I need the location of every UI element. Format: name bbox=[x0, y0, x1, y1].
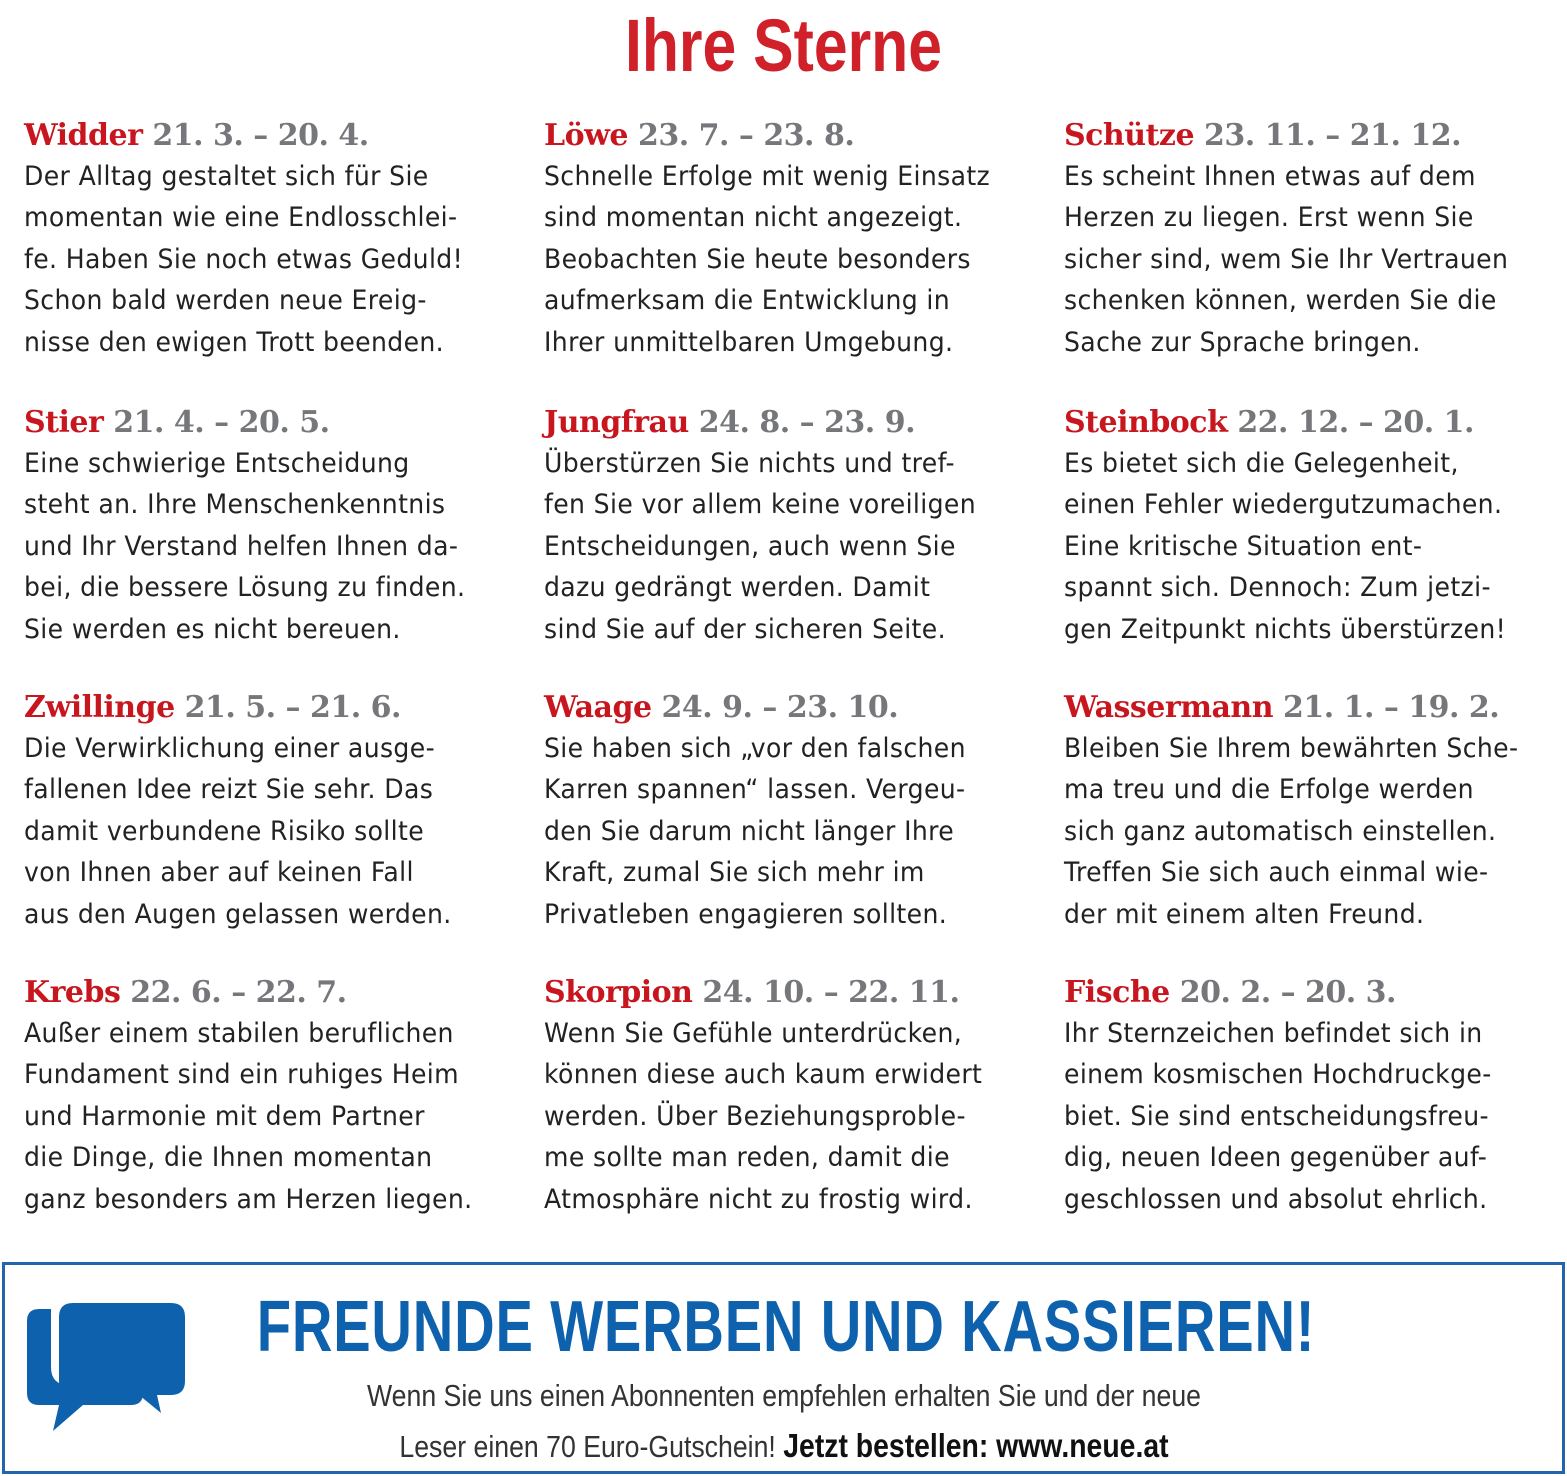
horoscope-text-line: Privatleben engagieren sollten. bbox=[544, 898, 948, 930]
horoscope-text-line: ma treu und die Erfolge werden bbox=[1064, 774, 1474, 806]
promo-cta[interactable]: Jetzt bestellen: www.neue.at bbox=[783, 1427, 1169, 1464]
horoscope-text-line: Kraft, zumal Sie sich mehr im bbox=[544, 857, 925, 889]
horoscope-text-line: Außer einem stabilen beruflichen bbox=[24, 1018, 454, 1049]
sign-name: Skorpion bbox=[544, 975, 693, 1010]
sign-dates: 24. 8. – 23. 9. bbox=[698, 405, 916, 440]
horoscope-text-line: und Harmonie mit dem Partner bbox=[24, 1100, 425, 1132]
promo-text-line-2 bbox=[114, 1421, 1453, 1472]
horoscope-text-line: Sie werden es nicht bereuen. bbox=[24, 613, 401, 645]
horoscope-text-line: Die Verwirklichung einer ausge- bbox=[24, 733, 436, 764]
horoscope-text-line: einem kosmischen Hochdruckge- bbox=[1064, 1059, 1492, 1091]
promo-text-line-1: Wenn Sie uns einen Abonnenten empfehlen erhalten Sie und der neue bbox=[366, 1378, 1201, 1413]
horoscope-text-line: Entscheidungen, auch wenn Sie bbox=[544, 530, 956, 562]
horoscope-heading bbox=[544, 688, 1064, 728]
horoscope-heading bbox=[24, 973, 544, 1013]
horoscope-heading bbox=[24, 688, 544, 728]
horoscope-entry bbox=[1064, 403, 1567, 650]
sign-dates: 23. 11. – 21. 12. bbox=[1204, 118, 1462, 153]
horoscope-entry bbox=[544, 973, 1064, 1220]
horoscope-entry bbox=[24, 116, 544, 363]
horoscope-text-line: me sollte man reden, damit die bbox=[544, 1142, 950, 1174]
sign-dates: 21. 1. – 19. 2. bbox=[1282, 690, 1500, 725]
horoscope-text-line: können diese auch kaum erwidert bbox=[544, 1059, 983, 1091]
horoscope-text-line: Es bietet sich die Gelegenheit, bbox=[1064, 448, 1459, 479]
horoscope-text-line: sich ganz automatisch einstellen. bbox=[1064, 815, 1497, 847]
sign-dates: 21. 3. – 20. 4. bbox=[152, 118, 369, 153]
sign-name: Waage bbox=[544, 690, 652, 725]
horoscope-text-line: steht an. Ihre Menschenkenntnis bbox=[24, 489, 446, 521]
sign-name: Zwillinge bbox=[24, 690, 175, 725]
sign-dates: 22. 12. – 20. 1. bbox=[1237, 405, 1474, 440]
sign-name: Krebs bbox=[24, 975, 121, 1010]
horoscope-entry bbox=[24, 403, 544, 650]
horoscope-text-line: Wenn Sie Gefühle unterdrücken, bbox=[544, 1018, 963, 1049]
horoscope-text-line: den Sie darum nicht länger Ihre bbox=[544, 815, 955, 847]
horoscope-text-line: momentan wie eine Endlosschlei- bbox=[24, 202, 458, 234]
horoscope-text-line: aus den Augen gelassen werden. bbox=[24, 898, 452, 930]
horoscope-text-line: Karren spannen“ lassen. Vergeu- bbox=[544, 774, 966, 806]
sign-dates: 24. 10. – 22. 11. bbox=[702, 975, 960, 1010]
horoscope-text-line: damit verbundene Risiko sollte bbox=[24, 815, 425, 847]
horoscope-heading bbox=[1064, 688, 1567, 728]
horoscope-text-line: die Dinge, die Ihnen momentan bbox=[24, 1142, 433, 1174]
horoscope-entry bbox=[544, 688, 1064, 935]
sign-dates: 24. 9. – 23. 10. bbox=[661, 690, 899, 725]
horoscope-text-line: fallenen Idee reizt Sie sehr. Das bbox=[24, 774, 434, 806]
horoscope-entry bbox=[24, 688, 544, 935]
sign-name: Löwe bbox=[544, 118, 629, 153]
horoscope-text-line: Der Alltag gestaltet sich für Sie bbox=[24, 161, 429, 192]
horoscope-text-line: sicher sind, wem Sie Ihr Vertrauen bbox=[1064, 243, 1509, 275]
horoscope-text-line: Bleiben Sie Ihrem bewährten Sche- bbox=[1064, 733, 1519, 764]
horoscope-heading bbox=[1064, 973, 1567, 1013]
horoscope-text-line: sind Sie auf der sicheren Seite. bbox=[544, 613, 946, 645]
promo-headline: FREUNDE WERBEN UND KASSIEREN! bbox=[256, 1287, 1316, 1367]
sign-dates: 23. 7. – 23. 8. bbox=[637, 118, 855, 153]
horoscope-entry bbox=[24, 973, 544, 1220]
horoscope-entry bbox=[1064, 116, 1567, 363]
sign-dates: 20. 2. – 20. 3. bbox=[1179, 975, 1397, 1010]
horoscope-heading bbox=[544, 973, 1064, 1013]
sign-dates: 21. 4. – 20. 5. bbox=[113, 405, 330, 440]
horoscope-heading bbox=[544, 403, 1064, 443]
horoscope-heading bbox=[1064, 403, 1567, 443]
horoscope-text-line: Fundament sind ein ruhiges Heim bbox=[24, 1059, 459, 1091]
horoscope-text-line: Schnelle Erfolge mit wenig Einsatz bbox=[544, 161, 991, 192]
horoscope-text-line: Beobachten Sie heute besonders bbox=[544, 243, 971, 275]
horoscope-text-line: dig, neuen Ideen gegenüber auf- bbox=[1064, 1142, 1488, 1174]
horoscope-text-line: Treffen Sie sich auch einmal wie- bbox=[1064, 857, 1489, 889]
sign-dates: 21. 5. – 21. 6. bbox=[184, 690, 401, 725]
sign-name: Steinbock bbox=[1064, 405, 1228, 440]
horoscope-entry bbox=[1064, 688, 1567, 935]
horoscope-text-line: sind momentan nicht angezeigt. bbox=[544, 202, 963, 234]
horoscope-text-line: aufmerksam die Entwicklung in bbox=[544, 285, 951, 317]
sign-name: Wassermann bbox=[1064, 690, 1273, 725]
horoscope-text-line: Sache zur Sprache bringen. bbox=[1064, 326, 1421, 358]
horoscope-heading bbox=[1064, 116, 1567, 156]
sign-dates: 22. 6. – 22. 7. bbox=[130, 975, 347, 1010]
horoscope-text-line: werden. Über Beziehungsproble- bbox=[544, 1100, 966, 1132]
horoscope-text-line: Schon bald werden neue Ereig- bbox=[24, 285, 427, 317]
horoscope-entry bbox=[1064, 973, 1567, 1220]
sign-name: Jungfrau bbox=[544, 405, 689, 440]
horoscope-text-line: dazu gedrängt werden. Damit bbox=[544, 572, 931, 604]
horoscope-text-line: Sie haben sich „vor den falschen bbox=[544, 733, 966, 764]
horoscope-text-line: Es scheint Ihnen etwas auf dem bbox=[1064, 161, 1476, 192]
horoscope-text-line: ganz besonders am Herzen liegen. bbox=[24, 1183, 473, 1215]
horoscope-heading bbox=[24, 403, 544, 443]
horoscope-text-line: und Ihr Verstand helfen Ihnen da- bbox=[24, 530, 459, 562]
horoscope-text-line: fe. Haben Sie noch etwas Geduld! bbox=[24, 243, 464, 275]
horoscope-entry bbox=[544, 116, 1064, 363]
horoscope-text-line: Ihr Sternzeichen befindet sich in bbox=[1064, 1018, 1483, 1049]
horoscope-text-line: Eine kritische Situation ent- bbox=[1064, 530, 1423, 562]
horoscope-heading bbox=[24, 116, 544, 156]
sign-name: Schütze bbox=[1064, 118, 1195, 153]
horoscope-text-line: bei, die bessere Lösung zu finden. bbox=[24, 572, 466, 604]
horoscope-entry bbox=[544, 403, 1064, 650]
page-title: Ihre Sterne bbox=[624, 4, 943, 87]
horoscope-text-line: nisse den ewigen Trott beenden. bbox=[24, 326, 445, 358]
horoscope-text-line: geschlossen und absolut ehrlich. bbox=[1064, 1183, 1488, 1215]
sign-name: Stier bbox=[24, 405, 104, 440]
horoscope-text-line: Überstürzen Sie nichts und tref- bbox=[544, 448, 955, 479]
horoscope-text-line: von Ihnen aber auf keinen Fall bbox=[24, 857, 414, 889]
horoscope-text-line: gen Zeitpunkt nichts überstürzen! bbox=[1064, 613, 1507, 645]
horoscope-text-line: Atmosphäre nicht zu frostig wird. bbox=[544, 1183, 973, 1215]
horoscope-text-line: einen Fehler wiedergutzumachen. bbox=[1064, 489, 1503, 521]
horoscope-text-line: Ihrer unmittelbaren Umgebung. bbox=[544, 326, 954, 358]
sign-name: Fische bbox=[1064, 975, 1170, 1010]
horoscope-text-line: biet. Sie sind entscheidungsfreu- bbox=[1064, 1100, 1489, 1132]
sign-name: Widder bbox=[24, 118, 143, 153]
horoscope-text-line: schenken können, werden Sie die bbox=[1064, 285, 1497, 317]
promo-text-line-2-start: Leser einen 70 Euro-Gutschein! bbox=[399, 1429, 776, 1464]
horoscope-text-line: spannt sich. Dennoch: Zum jetzi- bbox=[1064, 572, 1491, 604]
horoscope-text-line: der mit einem alten Freund. bbox=[1064, 898, 1425, 930]
horoscope-text-line: Herzen zu liegen. Erst wenn Sie bbox=[1064, 202, 1474, 234]
horoscope-text-line: Eine schwierige Entscheidung bbox=[24, 448, 410, 479]
promo-box bbox=[2, 1262, 1565, 1474]
horoscope-text-line: fen Sie vor allem keine voreiligen bbox=[544, 489, 977, 521]
horoscope-heading bbox=[544, 116, 1064, 156]
